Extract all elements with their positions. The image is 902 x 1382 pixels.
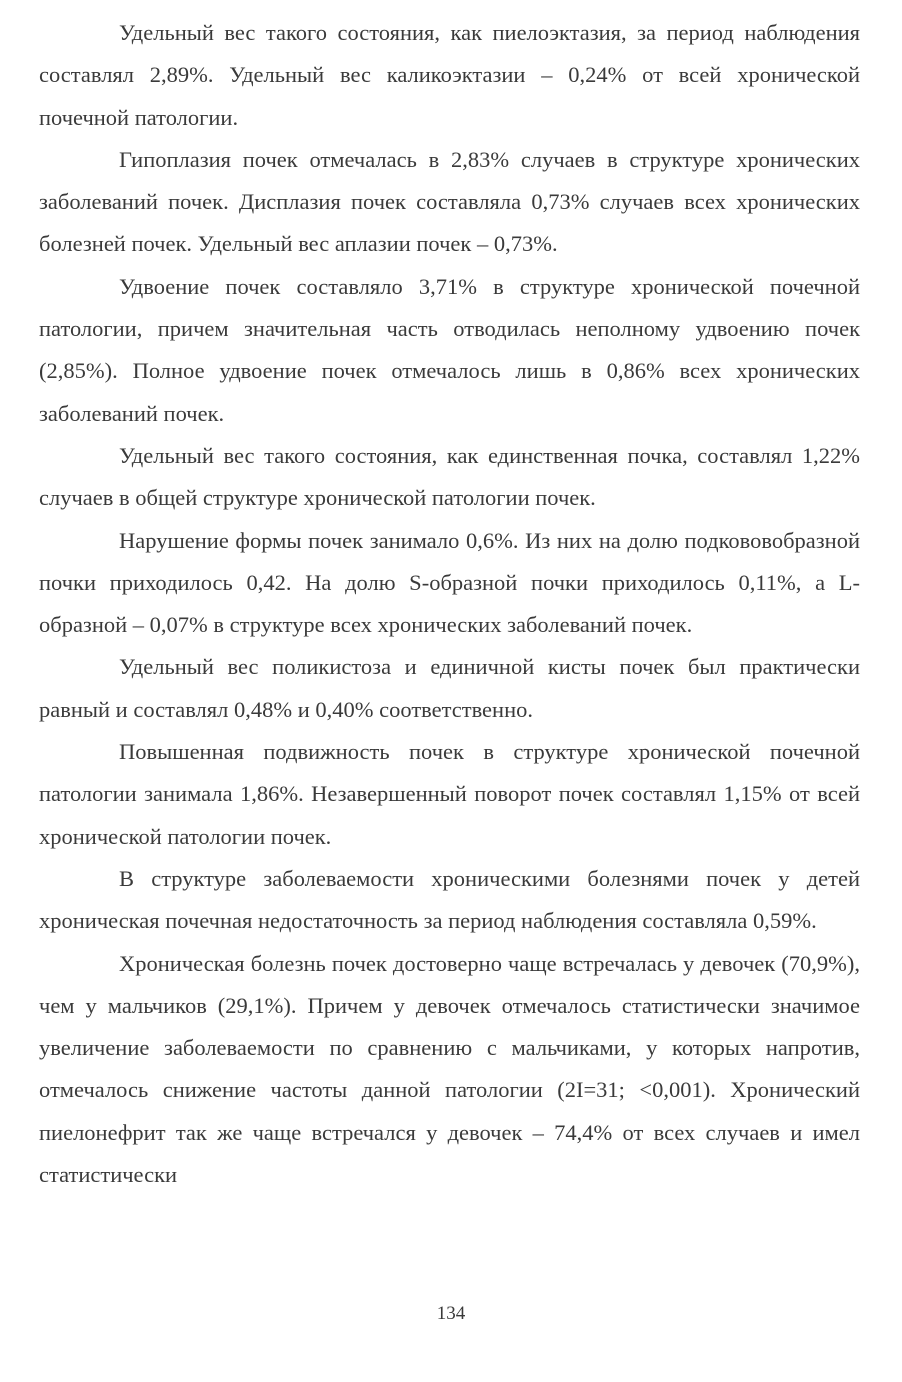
paragraph-mobility: Повышенная подвижность почек в структуре хронической почечной патологии занимала 1,86%. Незавершенный поворот почек составлял 1,15% от всей хронической патологии почек.	[39, 739, 860, 849]
paragraph-ckd-gender: Хроническая болезнь почек достоверно чаще встречалась у девочек (70,9%), чем у мальчиков (29,1%). Причем у девочек отмечалось статистически значимое увеличение заболеваемости по сравнению с мальчиками, у которых напротив, отмечалось снижение частоты данной патологии (2I=31; <0,001). Хронический пиелонефрит так же чаще встречался у девочек – 74,4% от всех случаев и имел статистически	[39, 950, 860, 1188]
paragraph-pyeloectasia: Удельный вес такого состояния, как пиелоэктазия, за период наблюдения составлял 2,89%. Удельный вес каликоэктазии – 0,24% от всей хронической почечной патологии.	[39, 20, 860, 130]
body-text	[39, 12, 860, 1196]
paragraph-shape-disorder: Нарушение формы почек занимало 0,6%. Из них на долю подкововобразной почки приходилось 0,42. На долю S-образной почки приходилось 0,11%, а L-образной – 0,07% в структуре всех хронических заболеваний почек.	[39, 527, 860, 638]
paragraph-hypoplasia: Гипоплазия почек отмечалась в 2,83% случаев в структуре хронических заболеваний почек. Дисплазия почек составляла 0,73% случаев всех хронических болезней почек. Удельный вес аплазии почек – 0,73%.	[39, 146, 860, 257]
paragraph-duplication: Удвоение почек составляло 3,71% в структуре хронической почечной патологии, причем значительная часть отводилась неполному удвоению почек (2,85%). Полное удвоение почек отмечалось лишь в 0,86% всех хронических заболеваний почек.	[39, 273, 860, 426]
page-number: 134	[436, 1303, 466, 1324]
paragraph-single-kidney: Удельный вес такого состояния, как единственная почка, составлял 1,22% случаев в общей структуре хронической патологии почек.	[39, 442, 860, 511]
paragraph-renal-insufficiency: В структуре заболеваемости хроническими болезнями почек у детей хроническая почечная недостаточность за период наблюдения составляла 0,59%.	[39, 865, 860, 934]
paragraph-polycystosis: Удельный вес поликистоза и единичной кисты почек был практически равный и составлял 0,48% и 0,40% соответственно.	[39, 654, 860, 722]
